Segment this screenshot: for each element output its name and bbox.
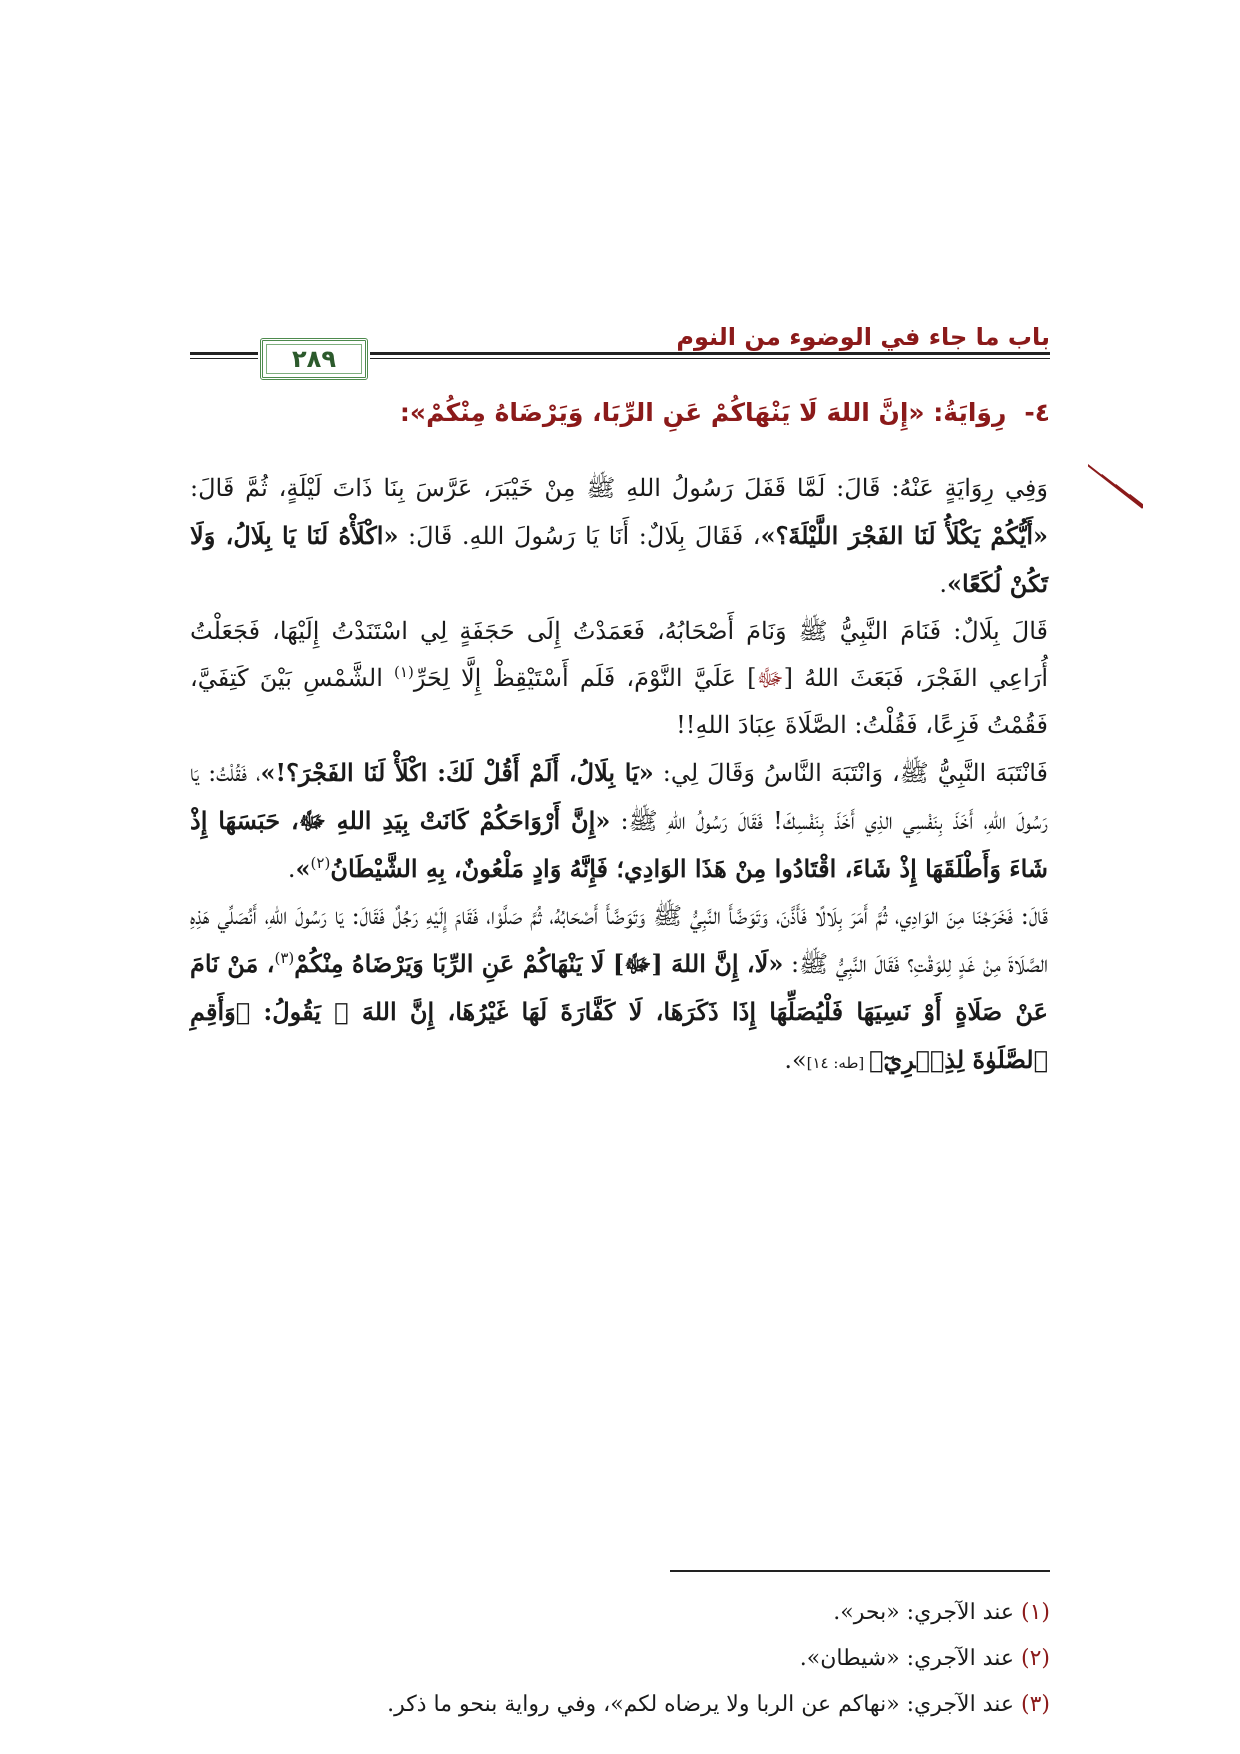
section-number: ٤-: [1024, 398, 1050, 427]
narration-text: ، فَقَالَ بِلَالٌ: أَنَا يَا رَسُولَ اللهِ. قَالَ:: [398, 522, 761, 550]
page-number-frame: [260, 338, 368, 380]
footnotes: [190, 1590, 1050, 1728]
hadith-quote-1: «يَا بِلَالُ، أَلَمْ أَقُلْ لَكَ: اكْلَأْ لَنَا الفَجْرَ؟!»: [260, 758, 654, 787]
paragraph-2-part-b: ] عَلَيَّ النَّوْمَ، فَلَم أَسْتَيْقِظْ إِلَّا لِحَرِّ: [413, 664, 757, 692]
paragraph-4-part-a: قَالَ: فَخَرَجْنَا مِنَ الوَادِي، ثُمَّ أَمَرَ بِلَالًا فَأَذَّنَ، وَتَوَضَّأَ النَّبِيُّ ﷺ وَتَوَضَّأَ أَصْحَابُهُ، ثُمَّ صَلَّوْا، فَقَامَ إِلَيْهِ رَجُلٌ فَقَالَ: يَا رَسُولَ اللهِ، أَنُصَلِّي هَذِهِ الصَّلَاةَ مِنْ غَدٍ لِلوَقْتِ؟ فَقَالَ النَّبِيُّ ﷺ:: [190, 902, 1049, 978]
hadith-quote-2: «إِنَّ أَرْوَاحَكُمْ كَانَتْ بِيَدِ اللهِ ﷻ، حَبَسَهَا إِذْ شَاءَ وَأَطْلَقَهَا إِذْ شَاءَ، اقْتَادُوا مِنْ هَذَا الوَادِي؛ فَإِنَّهُ وَادٍ مَلْعُونٌ، بِهِ الشَّيْطَانُ: [190, 806, 1048, 883]
header-rule-left-thin: [190, 358, 258, 359]
page-number: ٢٨٩: [292, 345, 336, 373]
quote-close: »: [295, 854, 311, 883]
footnote-ref-2[interactable]: (٢): [310, 854, 331, 872]
footnote-text: عند الآجري: «بحر».: [833, 1600, 1021, 1625]
paragraph-2: [190, 608, 1048, 749]
paragraph-2-part-a: قَالَ بِلَالٌ: فَنَامَ النَّبِيُّ ﷺ وَنَامَ أَصْحَابُهُ، فَعَمَدْتُ إِلَى حَجَفَةٍ لِي اسْتَنَدْتُ إِلَيْهَا، فَجَعَلْتُ أُرَاعِي الفَجْرَ، فَبَعَثَ اللهُ [: [190, 617, 1048, 692]
hadith-quote: «أَيُّكُمْ يَكْلَأُ لَنَا الفَجْرَ اللَّيْلَةَ؟»: [760, 521, 1048, 550]
narration-text: وَفِي رِوَايَةٍ عَنْهُ: قَالَ: لَمَّا قَفَلَ رَسُولُ اللهِ ﷺ مِنْ خَيْبَرَ، عَرَّسَ بِنَا ذَاتَ لَيْلَةٍ، ثُمَّ قَالَ:: [190, 474, 1048, 502]
quran-citation: [طه: ١٤]: [806, 1054, 870, 1072]
paragraph-3-part-a: فَانْتَبَهَ النَّبِيُّ ﷺ، وَانْتَبَهَ النَّاسُ وَقَالَ لِي:: [653, 759, 1049, 787]
section-heading: [190, 398, 1050, 427]
corner-ornament-icon: [1088, 460, 1143, 510]
hadith-quote-4: ، مَنْ نَامَ عَنْ صَلَاةٍ أَوْ نَسِيَهَا فَلْيُصَلِّهَا إِذَا ذَكَرَهَا، لَا كَفَّارَةَ لَهَا غَيْرُهَا، إِنَّ اللهَ ﷻ يَقُولُ: ﴿وَأَقِمِ ٱلصَّلَوٰةَ لِذِكۡرِيٓ﴾: [190, 949, 1048, 1074]
paragraph-3-end: .: [287, 855, 296, 883]
honorific: ﷻ: [756, 664, 784, 692]
running-head: باب ما جاء في الوضوء من النوم: [676, 323, 1050, 351]
footnote-ref-1[interactable]: (١): [394, 663, 414, 681]
header-rule-right-thin: [370, 358, 1050, 359]
footnote-3: [190, 1682, 1050, 1728]
hadith-quote-3: «لَا، إِنَّ اللهَ [ﷻ] لَا يَنْهَاكُمْ عَنِ الرِّبَا وَيَرْضَاهُ مِنْكُمْ: [294, 949, 784, 978]
paragraph-3-part-c: ، فَقُلْتُ: يَا رَسُولَ اللهِ، أَخَذَ بِنَفْسِي الذِي أَخَذَ بِنَفْسِكَ! فَقَالَ رَسُولُ اللهِ ﷺ:: [190, 759, 1049, 835]
body-text: [190, 465, 1048, 1087]
paragraph-4-end: ».: [784, 1046, 807, 1074]
header-rule-left: [190, 352, 258, 355]
section-title: رِوَايَةُ: «إِنَّ اللهَ لَا يَنْهَاكُمْ عَنِ الرِّبَا، وَيَرْضَاهُ مِنْكُمْ»:: [399, 398, 1007, 427]
footnote-1: [190, 1590, 1050, 1636]
paragraph-2-part-c: الشَّمْسِ بَيْنَ كَتِفَيَّ، فَقُمْتُ فَزِعًا، فَقُلْتُ: الصَّلَاةَ عِبَادَ اللهِ!!: [190, 664, 1048, 739]
footnote-separator: [670, 1570, 1050, 1572]
footnote-2: [190, 1636, 1050, 1682]
paragraph-4: [190, 893, 1048, 1087]
footnote-ref-3[interactable]: (٣): [274, 949, 295, 967]
header-rule-right: [370, 352, 1050, 355]
footnote-number: (٢): [1020, 1646, 1050, 1671]
hadith-quote: «اكْلَأْهُ لَنَا يَا بِلَالُ، وَلَا تَكُنْ لُكَعًا»: [190, 521, 1048, 598]
footnote-number: (٣): [1020, 1692, 1050, 1717]
paragraph-3: [190, 749, 1048, 893]
footnote-text: عند الآجري: «شيطان».: [799, 1646, 1021, 1671]
footnote-text: عند الآجري: «نهاكم عن الربا ولا يرضاه لكم»، وفي رواية بنحو ما ذكر.: [387, 1692, 1021, 1717]
narration-text: .: [939, 570, 947, 598]
footnote-number: (١): [1020, 1600, 1050, 1625]
paragraph-1: [190, 465, 1048, 608]
